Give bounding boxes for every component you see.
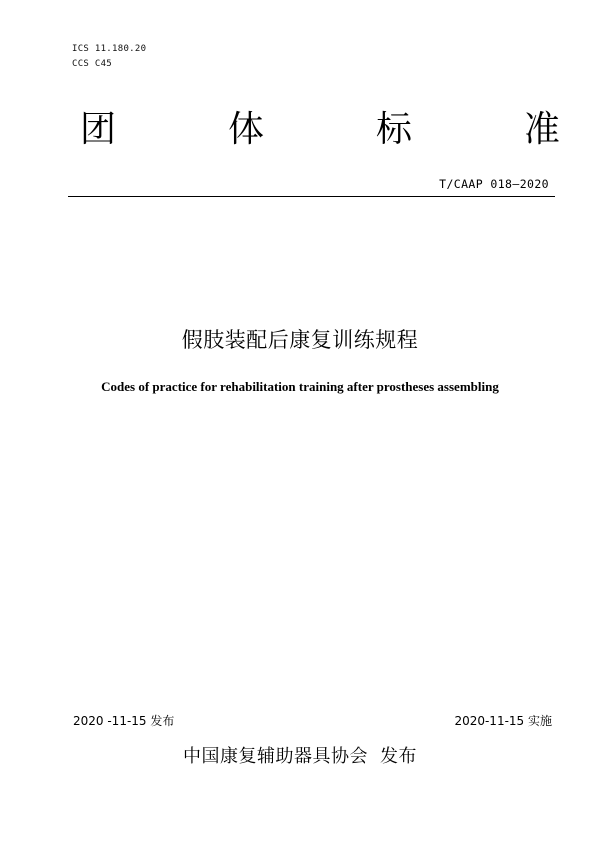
header-divider (68, 196, 555, 197)
standard-type-char: 标 (375, 109, 412, 150)
publisher-line (0, 744, 600, 770)
standard-type-char: 体 (227, 109, 264, 150)
publisher-name: 中国康复辅助器具协会 (183, 746, 368, 767)
standard-type-char: 准 (523, 109, 560, 150)
ics-code: ICS 11.180.20 (72, 44, 147, 54)
publisher-action: 发布 (380, 746, 417, 767)
implementation-date: 2020-11-15 实施 (454, 714, 552, 728)
standard-type-heading (80, 108, 560, 152)
ccs-code: CCS C45 (72, 59, 113, 69)
document-title-english: Codes of practice for rehabilitation training after prostheses assembling (101, 379, 499, 394)
document-title-chinese: 假肢装配后康复训练规程 (181, 328, 419, 352)
standard-number: T/CAAP 018—2020 (439, 177, 549, 191)
issue-date: 2020 -11-15 发布 (73, 714, 175, 728)
standard-type-char: 团 (80, 109, 117, 150)
